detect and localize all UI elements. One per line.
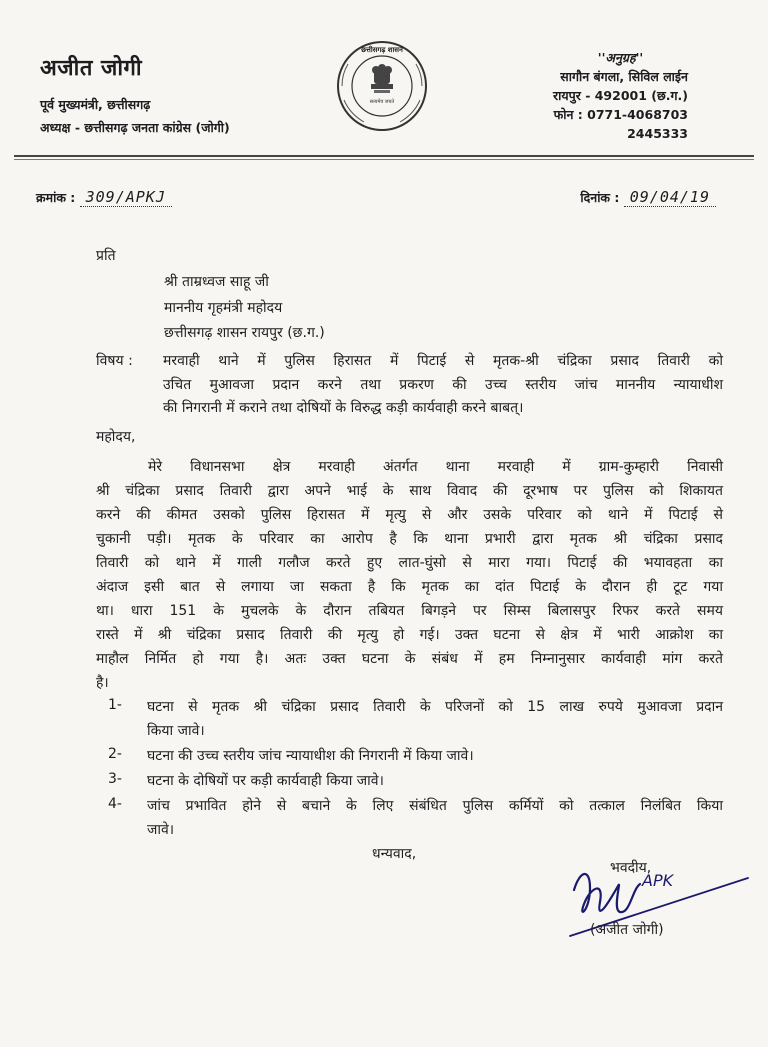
state-emblem-icon bbox=[336, 40, 428, 132]
demand-text: घटना की उच्च स्तरीय जांच न्यायाधीश की निगरानी में किया जावे। bbox=[147, 748, 474, 764]
demand-number: 1- bbox=[108, 697, 122, 713]
city-line: रायपुर - 492001 (छ.ग.) bbox=[553, 88, 688, 103]
paragraph-line-2: श्री चंद्रिका प्रसाद तिवारी द्वारा अपने भाई के साथ विवाद की दूरभाष पर पुलिस को शिकायत bbox=[96, 483, 723, 499]
phone-line: फोन : 0771-4068703 bbox=[553, 107, 688, 122]
header-divider-thin bbox=[14, 159, 754, 160]
demand-number: 2- bbox=[108, 746, 122, 762]
residence-name: ''अनुग्रह'' bbox=[597, 50, 644, 65]
yours-faithfully: भवदीय, bbox=[610, 860, 652, 876]
paragraph-line-6: अंदाज इसी बात से लगाया जा सकता है कि मृतक का दांत पिटाई के दौरान ही टूट गया bbox=[96, 579, 723, 595]
demand-text: जांच प्रभावित होने से बचाने के लिए संबंधित पुलिस कर्मियों को तत्काल निलंबित किया bbox=[147, 798, 723, 814]
demand-text-cont: जावे। bbox=[147, 822, 175, 838]
letterhead-left bbox=[40, 52, 230, 136]
address-line: सागौन बंगला, सिविल लाईन bbox=[560, 69, 688, 84]
recipient-name: श्री ताम्रध्वज साहू जी bbox=[164, 274, 269, 290]
subject-line-1: मरवाही थाने में पुलिस हिरासत में पिटाई से मृतक-श्री चंद्रिका प्रसाद तिवारी को bbox=[163, 353, 723, 369]
paragraph-line-5: तिवारी को थाने में गाली गलौज करते हुए लात-घुंसो से मारा गया। पिटाई की भयावहता का bbox=[96, 555, 723, 571]
letter-date bbox=[580, 188, 716, 206]
paragraph-line-1: मेरे विधानसभा क्षेत्र मरवाही अंतर्गत थाना मरवाही में ग्राम-कुम्हारी निवासी bbox=[148, 459, 723, 475]
emblem-caption: छत्तीसगढ़ शासन bbox=[361, 46, 403, 54]
paragraph-line-8: रास्ते में श्री चंद्रिका प्रसाद तिवारी की मृत्यु हो गई। उक्त घटना से क्षेत्र में भारी आक्रोश का bbox=[96, 627, 723, 643]
paragraph-line-9: माहौल निर्मित हो गया है। अतः उक्त घटना के संबंध में हम निम्नानुसार कार्यवाही मांग करते bbox=[96, 651, 723, 667]
reference-value: 309/APKJ bbox=[80, 188, 172, 207]
subject-label: विषय : bbox=[96, 353, 133, 369]
phone-line-2: 2445333 bbox=[627, 126, 688, 141]
thanks: धन्यवाद, bbox=[372, 846, 417, 862]
signature-initials: APK bbox=[642, 871, 674, 890]
svg-text:सत्यमेव जयते: सत्यमेव जयते bbox=[369, 99, 395, 105]
sender-designation: पूर्व मुख्यमंत्री, छत्तीसगढ़ bbox=[40, 97, 151, 112]
paragraph-line-3: करने की कीमत उसको पुलिस हिरासत में मृत्यु से और उसके परिवार को थाने में पिटाई से bbox=[96, 507, 723, 523]
subject-line-2: उचित मुआवजा प्रदान करने तथा प्रकरण की उच्च स्तरीय जांच माननीय न्यायाधीश bbox=[163, 377, 723, 393]
recipient-designation: माननीय गृहमंत्री महोदय bbox=[164, 300, 283, 316]
recipient-prefix: प्रति bbox=[96, 248, 116, 264]
paragraph-line-10: है। bbox=[96, 675, 109, 691]
signatory-name: (अजीत जोगी) bbox=[590, 922, 664, 938]
demand-text: घटना के दोषियों पर कड़ी कार्यवाही किया जावे। bbox=[147, 773, 384, 789]
date-value: 09/04/19 bbox=[624, 188, 716, 207]
date-label: दिनांक : bbox=[580, 190, 620, 205]
paragraph-line-7: था। धारा 151 के मुचलके के दौरान तबियत बिगड़ने पर सिम्स बिलासपुर रिफर करते समय bbox=[96, 603, 723, 619]
letterhead-right bbox=[553, 48, 688, 143]
demand-number: 3- bbox=[108, 771, 122, 787]
reference-number bbox=[36, 188, 172, 206]
demand-number: 4- bbox=[108, 796, 122, 812]
recipient-office: छत्तीसगढ़ शासन रायपुर (छ.ग.) bbox=[164, 325, 325, 341]
sender-party-role: अध्यक्ष - छत्तीसगढ़ जनता कांग्रेस (जोगी) bbox=[40, 120, 230, 135]
reference-label: क्रमांक : bbox=[36, 190, 76, 205]
salutation: महोदय, bbox=[96, 429, 136, 445]
sender-name: अजीत जोगी bbox=[40, 56, 143, 81]
subject-line-3: की निगरानी में कराने तथा दोषियों के विरुद्ध कड़ी कार्यवाही करने बाबत्। bbox=[163, 400, 524, 416]
header-divider bbox=[14, 155, 754, 157]
demand-text-cont: किया जावे। bbox=[147, 723, 205, 739]
demand-text: घटना से मृतक श्री चंद्रिका प्रसाद तिवारी के परिजनों को 15 लाख रुपये मुआवजा प्रदान bbox=[147, 699, 723, 715]
paragraph-line-4: चुकानी पड़ी। मृतक के परिवार का आरोप है कि थाना प्रभारी द्वारा मृतक श्री चंद्रिका प्रसाद bbox=[96, 531, 723, 547]
